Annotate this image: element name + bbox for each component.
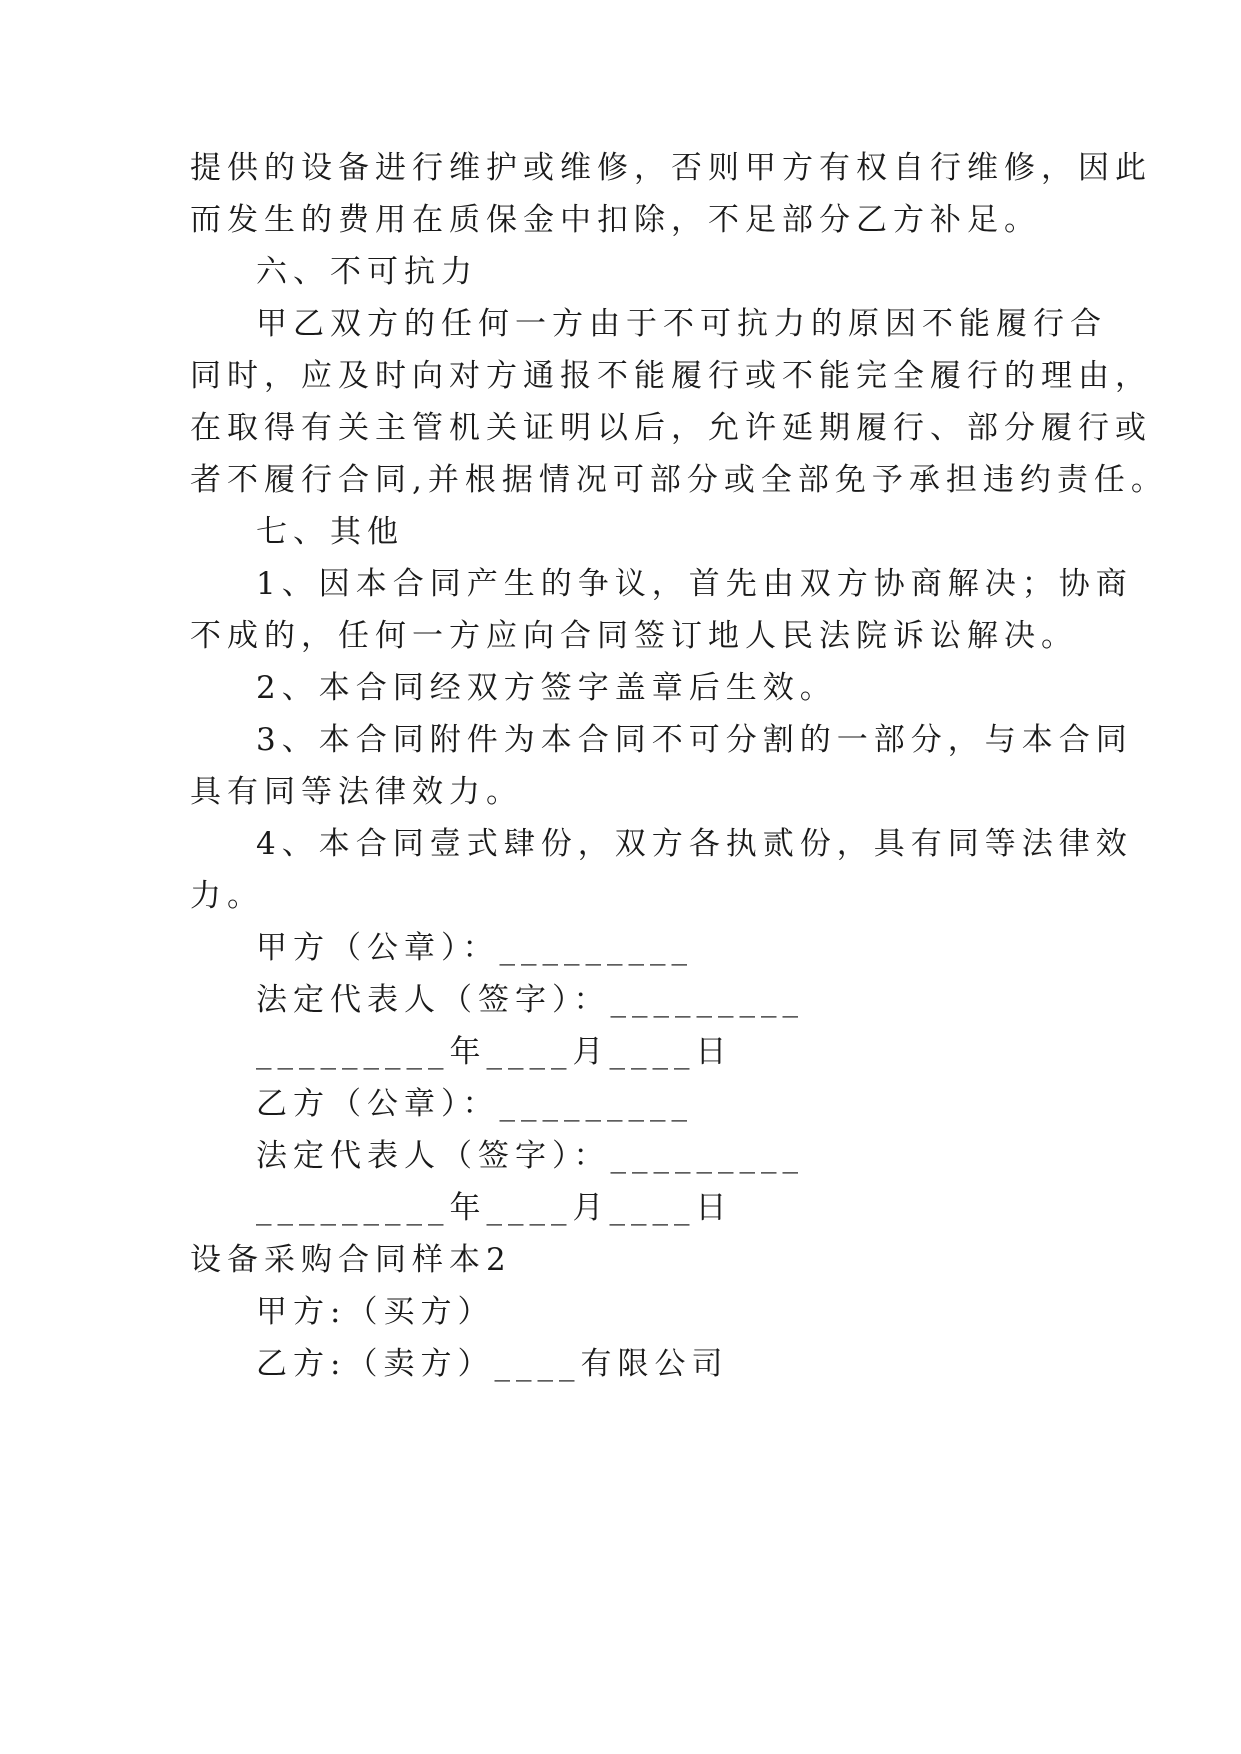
date-line: _________年____月____日	[256, 1190, 733, 1226]
body-line: 甲乙双方的任何一方由于不可抗力的原因不能履行合	[256, 306, 1107, 342]
body-line: 2、本合同经双方签字盖章后生效。	[256, 670, 837, 706]
party-line: 甲方:（买方）	[256, 1294, 495, 1330]
party-line: 乙方:（卖方）____有限公司	[256, 1346, 729, 1382]
body-line: 而发生的费用在质保金中扣除，不足部分乙方补足。	[190, 202, 1041, 238]
signature-line: 甲方（公章）：_________	[256, 930, 693, 966]
body-line: 者不履行合同,并根据情况可部分或全部免予承担违约责任。	[190, 462, 1168, 498]
body-line: 提供的设备进行维护或维修，否则甲方有权自行维修，因此	[190, 150, 1152, 186]
body-line: 具有同等法律效力。	[190, 774, 523, 810]
section-heading: 六、不可抗力	[256, 254, 478, 290]
body-line: 力。	[190, 878, 264, 914]
document-title: 设备采购合同样本2	[190, 1242, 512, 1278]
signature-line: 法定代表人（签字）：_________	[256, 1138, 804, 1174]
signature-line: 法定代表人（签字）：_________	[256, 982, 804, 1018]
body-line: 1、因本合同产生的争议，首先由双方协商解决；协商	[256, 566, 1133, 602]
section-heading: 七、其他	[256, 514, 404, 550]
body-line: 同时，应及时向对方通报不能履行或不能完全履行的理由，	[190, 358, 1152, 394]
date-line: _________年____月____日	[256, 1034, 733, 1070]
body-line: 4、本合同壹式肆份，双方各执贰份，具有同等法律效	[256, 826, 1133, 862]
signature-line: 乙方（公章）：_________	[256, 1086, 693, 1122]
body-line: 不成的，任何一方应向合同签订地人民法院诉讼解决。	[190, 618, 1078, 654]
body-line: 3、本合同附件为本合同不可分割的一部分，与本合同	[256, 722, 1133, 758]
body-line: 在取得有关主管机关证明以后，允许延期履行、部分履行或	[190, 410, 1152, 446]
